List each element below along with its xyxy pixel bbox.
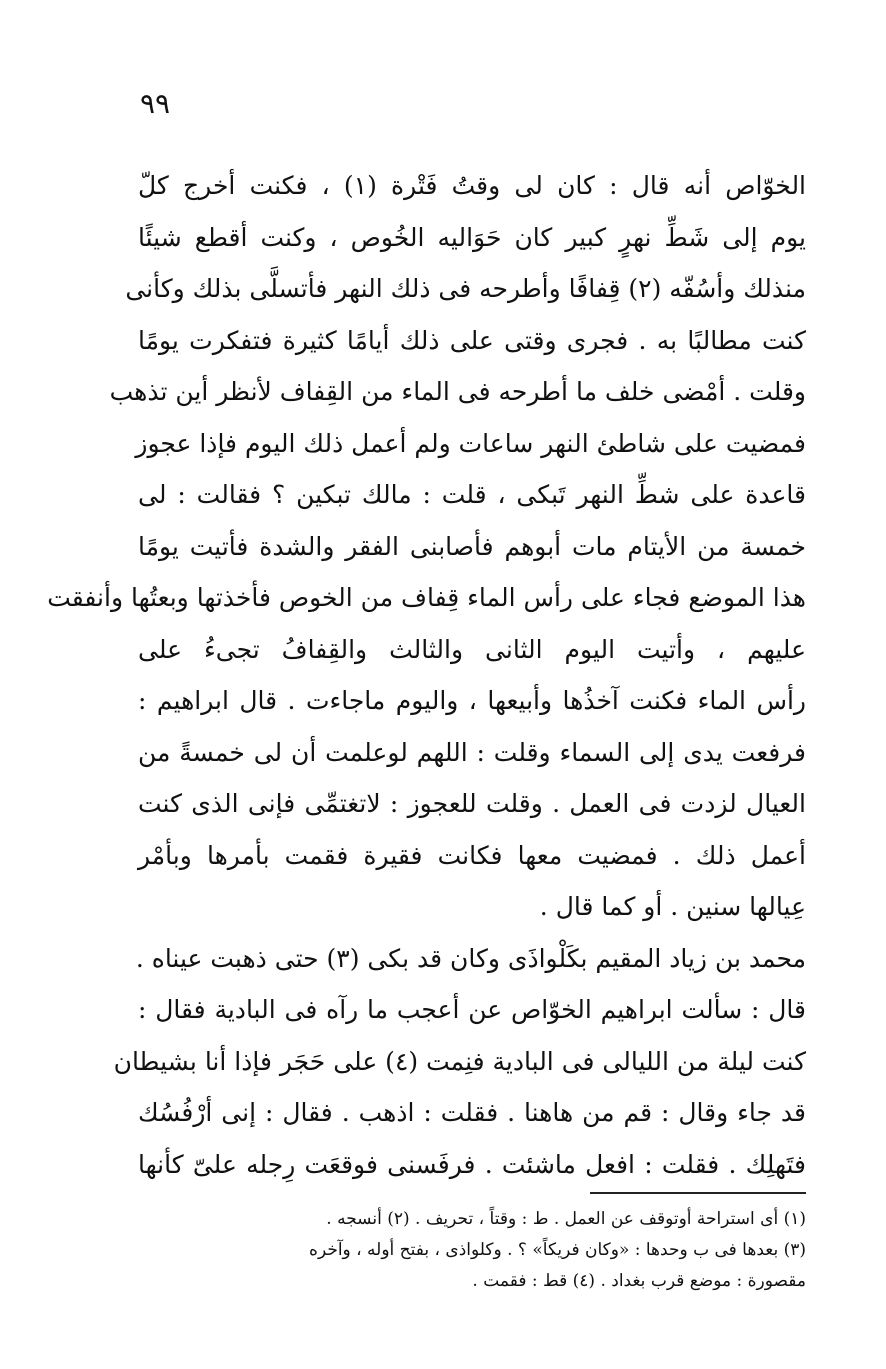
text-line: هذا الموضع فجاء على رأس الماء قِفاف من الخوص فأخذتها وبعتُها وأنفقت [47,583,806,612]
body-text [47,160,807,1190]
text-line: محمد بن زياد المقيم بكَلْواذَى وكان قد بكى (٣) حتى ذهبت عيناه . [135,943,806,973]
text-line: وقلت . أمْضى خلف ما أطرحه فى الماء من القِفاف لأنظر أين تذهب [109,377,806,406]
text-line: كنت ليلة من الليالى فى البادية فنِمت (٤) على حَجَر فإذا أنا بشيطان [113,1046,806,1076]
text-line: كنت مطالبًا به . فجرى وقتى على ذلك أيامًا كثيرة فتفكرت يومًا [138,325,806,355]
text-line: العيال لزدت فى العمل . وقلت للعجوز : لاتغتمِّى فإنى الذى كنت [138,789,806,818]
text-line: أعمل ذلك . فمضيت معها فكانت فقيرة فقمت بأمرها وبأمْر [138,840,806,870]
text-line: عليهم ، وأتيت اليوم الثانى والثالث والقِفافُ تجىءُ على [138,634,806,664]
text-line: فتَهلِك . فقلت : افعل ماشئت . فرفَسنى فوقعَت رِجله علىّ كأنها [138,1149,806,1179]
text-line: خمسة من الأيتام مات أبوهم فأصابنى الفقر والشدة فأتيت يومًا [138,531,806,561]
text-line: يوم إلى شَطِّ نهرٍ كبير كان حَوَاليه الخُوص ، وكنت أقطع شيئًا [138,222,806,252]
footnote-line: (٣) بعدها فى ب وحدها : «وكان فريكاً» ؟ . وكلواذى ، بفتح أوله ، وآخره [309,1240,806,1260]
footnote-line: (١) أى استراحة أوتوقف عن العمل . ط : وقتاً ، تحريف . (٢) أنسجه . [326,1209,806,1229]
footnote-separator [590,1192,806,1194]
text-line: فرفعت يدى إلى السماء وقلت : اللهم لوعلمت أن لى خمسةً من [138,737,806,767]
page-number: ٩٩ [140,87,171,120]
footnote-line: مقصورة : موضع قرب بغداد . (٤) قط : فقمت . [472,1271,806,1291]
text-line: قال : سألت ابراهيم الخوّاص عن أعجب ما رآه فى البادية فقال : [138,995,806,1024]
footnotes [138,1204,806,1297]
text-line: فمضيت على شاطئ النهر ساعات ولم أعمل ذلك اليوم فإذا عجوز [135,428,806,458]
text-line: قاعدة على شطِّ النهر تَبكى ، قلت : مالك تبكين ؟ فقالت : لى [138,480,806,509]
text-line: عِيالها سنين . أو كما قال . [539,892,806,921]
text-line: رأس الماء فكنت آخذُها وأبيعها ، واليوم ماجاءت . قال ابراهيم : [138,686,806,715]
text-line: منذلك وأسُفّه (٢) قِفافًا وأطرحه فى ذلك النهر فأتسلَّى بذلك وكأنى [125,274,806,303]
text-line: الخوّاص أنه قال : كان لى وقتُ فَتْرة (١) ، فكنت أخرج كلّ [138,171,807,200]
text-line: قد جاء وقال : قم من هاهنا . فقلت : اذهب . فقال : إنى أرْفُسُك [138,1098,806,1127]
